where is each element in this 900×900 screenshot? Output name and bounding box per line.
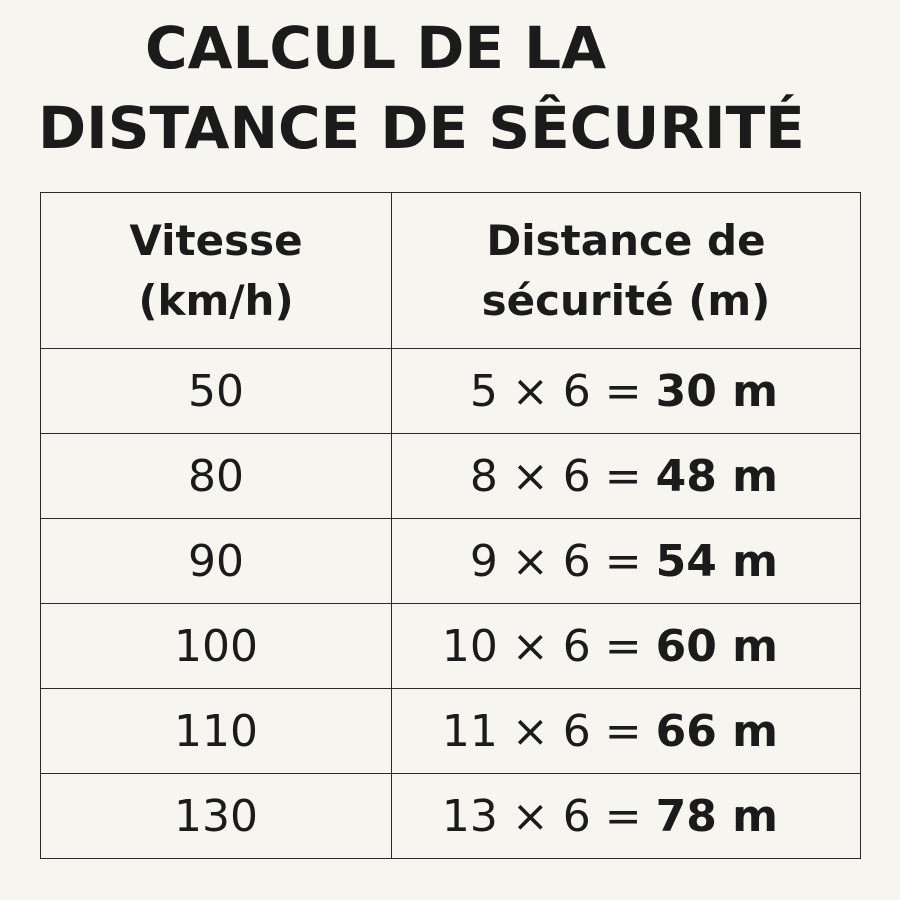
distance-result: 78 m <box>655 790 778 842</box>
distance-result: 66 m <box>655 705 778 757</box>
speed-cell: 110 <box>41 689 392 774</box>
safety-distance-table-container <box>40 192 860 855</box>
title-line-1: CALCUL DE LA <box>145 14 607 82</box>
header-speed-line-1: Vitesse <box>129 215 303 265</box>
distance-formula: 10 × 6 = <box>441 620 642 672</box>
speed-cell: 50 <box>41 349 392 434</box>
table-row <box>41 689 861 774</box>
distance-result: 30 m <box>655 365 778 417</box>
speed-cell: 130 <box>41 774 392 859</box>
title-line-2: DISTANCE DE SÊCURITÉ <box>38 94 805 162</box>
header-distance-line-2: sécurité (m) <box>481 275 771 325</box>
distance-cell <box>392 434 861 519</box>
distance-cell <box>392 774 861 859</box>
column-header-distance <box>392 193 861 349</box>
distance-result: 54 m <box>655 535 778 587</box>
page-title <box>0 8 900 168</box>
distance-cell <box>392 689 861 774</box>
table-row <box>41 774 861 859</box>
table-row <box>41 434 861 519</box>
distance-formula: 9 × 6 = <box>469 535 642 587</box>
speed-cell: 80 <box>41 434 392 519</box>
distance-cell <box>392 349 861 434</box>
column-header-speed <box>41 193 392 349</box>
distance-result: 48 m <box>655 450 778 502</box>
distance-formula: 8 × 6 = <box>469 450 642 502</box>
speed-cell: 90 <box>41 519 392 604</box>
distance-cell <box>392 519 861 604</box>
table-header-row <box>41 193 861 349</box>
table-row <box>41 519 861 604</box>
distance-cell <box>392 604 861 689</box>
distance-formula: 13 × 6 = <box>441 790 642 842</box>
header-speed-line-2: (km/h) <box>138 275 294 325</box>
table-row <box>41 349 861 434</box>
distance-result: 60 m <box>655 620 778 672</box>
header-distance-line-1: Distance de <box>486 215 766 265</box>
speed-cell: 100 <box>41 604 392 689</box>
table-row <box>41 604 861 689</box>
distance-formula: 5 × 6 = <box>469 365 642 417</box>
safety-distance-table <box>40 192 861 859</box>
distance-formula: 11 × 6 = <box>441 705 642 757</box>
